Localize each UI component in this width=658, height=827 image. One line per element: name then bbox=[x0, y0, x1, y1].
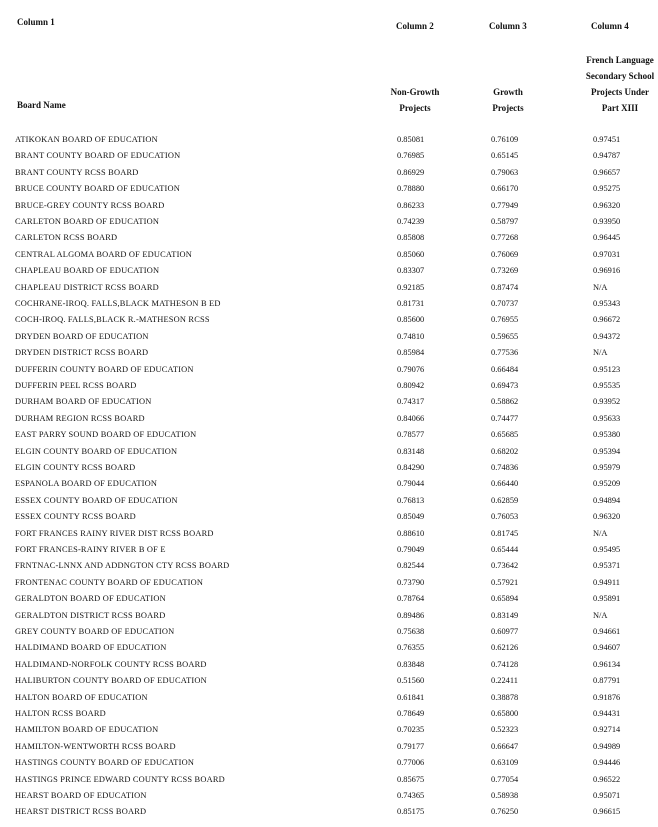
table-row bbox=[0, 427, 658, 443]
growth-cell: 0.83149 bbox=[491, 610, 519, 620]
non-growth-cell: 0.74810 bbox=[397, 331, 425, 341]
table-row bbox=[0, 624, 658, 640]
board-name-cell: DURHAM REGION RCSS BOARD bbox=[15, 413, 145, 423]
growth-cell: 0.65685 bbox=[491, 430, 519, 440]
growth-cell: 0.66440 bbox=[491, 479, 519, 489]
table-row bbox=[0, 460, 658, 476]
growth-cell: 0.60977 bbox=[491, 627, 519, 636]
french-language-cell: 0.96522 bbox=[593, 774, 621, 784]
board-name-cell: CENTRAL ALGOMA BOARD OF EDUCATION bbox=[15, 249, 193, 259]
table-row bbox=[0, 788, 658, 804]
non-growth-cell: 0.81731 bbox=[397, 299, 425, 308]
column-4-header: Column 4 bbox=[591, 21, 629, 31]
french-language-cell: 0.95979 bbox=[593, 463, 621, 472]
non-growth-cell: 0.86929 bbox=[397, 167, 425, 177]
board-name-cell: ATIKOKAN BOARD OF EDUCATION bbox=[15, 135, 158, 144]
french-language-cell: 0.93950 bbox=[593, 217, 621, 226]
board-name-cell: BRUCE COUNTY BOARD OF EDUCATION bbox=[15, 184, 181, 194]
french-language-cell: 0.95209 bbox=[593, 479, 621, 489]
non-growth-cell: 0.51560 bbox=[397, 676, 425, 686]
french-language-cell: 0.95371 bbox=[593, 561, 621, 571]
non-growth-cell: 0.75638 bbox=[397, 627, 425, 636]
board-name-cell: DUFFERIN PEEL RCSS BOARD bbox=[15, 381, 137, 390]
growth-cell: 0.58862 bbox=[491, 397, 519, 407]
french-language-cell: 0.93952 bbox=[593, 397, 621, 407]
board-name-cell: BRANT COUNTY BOARD OF EDUCATION bbox=[15, 151, 181, 161]
column-3-header: Column 3 bbox=[489, 21, 527, 31]
french-language-cell: N/A bbox=[593, 610, 608, 620]
table-row bbox=[0, 755, 658, 771]
table-row bbox=[0, 148, 658, 164]
table-row bbox=[0, 804, 658, 820]
board-name-cell: CHAPLEAU BOARD OF EDUCATION bbox=[15, 266, 160, 276]
french-language-cell: 0.96657 bbox=[593, 167, 621, 177]
table-row bbox=[0, 345, 658, 361]
french-language-cell: 0.91876 bbox=[593, 692, 621, 702]
board-name-cell: HEARST BOARD OF EDUCATION bbox=[15, 791, 147, 800]
board-name-cell: FORT FRANCES RAINY RIVER DIST RCSS BOARD bbox=[15, 528, 214, 538]
french-language-cell: 0.95275 bbox=[593, 184, 621, 194]
board-name-cell: HASTINGS PRINCE EDWARD COUNTY RCSS BOARD bbox=[15, 774, 225, 784]
growth-cell: 0.77949 bbox=[491, 200, 519, 210]
board-name-cell: FORT FRANCES-RAINY RIVER B OF E bbox=[15, 545, 166, 554]
table-row bbox=[0, 411, 658, 427]
french-language-cell: 0.95891 bbox=[593, 594, 621, 604]
table-row bbox=[0, 263, 658, 279]
non-growth-cell: 0.85675 bbox=[397, 774, 425, 784]
non-growth-cell: 0.74365 bbox=[397, 791, 425, 800]
board-name-cell: EAST PARRY SOUND BOARD OF EDUCATION bbox=[15, 430, 197, 440]
board-name-header: Board Name bbox=[17, 100, 66, 110]
board-name-cell: CARLETON BOARD OF EDUCATION bbox=[15, 217, 160, 226]
table-row bbox=[0, 690, 658, 706]
growth-cell: 0.68202 bbox=[491, 446, 519, 456]
french-language-cell: 0.95343 bbox=[593, 299, 621, 308]
growth-cell: 0.59655 bbox=[491, 331, 519, 341]
non-growth-cell: 0.74317 bbox=[397, 397, 425, 407]
non-growth-cell: 0.77006 bbox=[397, 758, 425, 768]
board-name-cell: BRUCE-GREY COUNTY RCSS BOARD bbox=[15, 200, 165, 210]
board-name-cell: COCH-IROQ. FALLS,BLACK R.-MATHESON RCSS bbox=[15, 315, 210, 325]
table-row bbox=[0, 657, 658, 673]
french-language-cell: 0.94894 bbox=[593, 495, 621, 505]
table-row bbox=[0, 706, 658, 722]
french-language-cell: 0.97451 bbox=[593, 135, 621, 144]
board-name-cell: ELGIN COUNTY RCSS BOARD bbox=[15, 463, 136, 472]
table-row bbox=[0, 181, 658, 197]
french-header-line: Part XIII bbox=[601, 103, 639, 113]
board-name-cell: HAMILTON BOARD OF EDUCATION bbox=[15, 725, 159, 735]
non-growth-cell: 0.85808 bbox=[397, 233, 425, 243]
growth-cell: 0.70737 bbox=[491, 299, 519, 308]
non-growth-cell: 0.85600 bbox=[397, 315, 425, 325]
board-name-cell: GERALDTON DISTRICT RCSS BOARD bbox=[15, 610, 166, 620]
growth-cell: 0.57921 bbox=[491, 577, 519, 587]
board-name-cell: ELGIN COUNTY BOARD OF EDUCATION bbox=[15, 446, 178, 456]
table-row bbox=[0, 673, 658, 689]
non-growth-cell: 0.86233 bbox=[397, 200, 425, 210]
french-language-cell: 0.95394 bbox=[593, 446, 621, 456]
board-name-cell: HAMILTON-WENTWORTH RCSS BOARD bbox=[15, 741, 176, 751]
non-growth-cell: 0.80942 bbox=[397, 381, 425, 390]
non-growth-cell: 0.73790 bbox=[397, 577, 425, 587]
table-row bbox=[0, 640, 658, 656]
french-language-cell: 0.94372 bbox=[593, 331, 621, 341]
growth-cell: 0.73642 bbox=[491, 561, 519, 571]
growth-header-line: Growth bbox=[493, 87, 523, 97]
table-row bbox=[0, 280, 658, 296]
board-name-cell: HALDIMAND BOARD OF EDUCATION bbox=[15, 643, 167, 653]
growth-cell: 0.65894 bbox=[491, 594, 519, 604]
french-language-cell: 0.94787 bbox=[593, 151, 621, 161]
table-row bbox=[0, 591, 658, 607]
column-2-header: Column 2 bbox=[396, 21, 434, 31]
french-header-line: Secondary School bbox=[585, 71, 655, 81]
growth-cell: 0.76053 bbox=[491, 512, 519, 522]
french-language-header bbox=[565, 52, 658, 116]
table-row bbox=[0, 230, 658, 246]
board-name-cell: HEARST DISTRICT RCSS BOARD bbox=[15, 807, 147, 817]
french-language-cell: 0.97031 bbox=[593, 249, 621, 259]
non-growth-cell: 0.61841 bbox=[397, 692, 425, 702]
growth-cell: 0.76109 bbox=[491, 135, 519, 144]
non-growth-cell: 0.76985 bbox=[397, 151, 425, 161]
french-language-cell: 0.95123 bbox=[593, 364, 621, 374]
growth-cell: 0.76955 bbox=[491, 315, 519, 325]
non-growth-cell: 0.78880 bbox=[397, 184, 425, 194]
growth-header bbox=[478, 84, 538, 116]
table-row bbox=[0, 493, 658, 509]
board-name-cell: ESSEX COUNTY BOARD OF EDUCATION bbox=[15, 495, 178, 505]
french-language-cell: 0.94989 bbox=[593, 741, 621, 751]
growth-cell: 0.38878 bbox=[491, 692, 519, 702]
french-language-cell: 0.96320 bbox=[593, 200, 621, 210]
board-name-cell: GERALDTON BOARD OF EDUCATION bbox=[15, 594, 166, 604]
board-name-cell: DRYDEN DISTRICT RCSS BOARD bbox=[15, 348, 149, 358]
table-row bbox=[0, 165, 658, 181]
table-row bbox=[0, 509, 658, 525]
table-row bbox=[0, 526, 658, 542]
growth-cell: 0.65800 bbox=[491, 709, 519, 718]
non-growth-cell: 0.83307 bbox=[397, 266, 425, 276]
french-header-line: French Language bbox=[586, 55, 654, 65]
non-growth-cell: 0.83848 bbox=[397, 659, 425, 669]
board-name-cell: HALTON RCSS BOARD bbox=[15, 709, 106, 718]
table-row bbox=[0, 132, 658, 148]
non-growth-cell: 0.83148 bbox=[397, 446, 425, 456]
growth-cell: 0.74128 bbox=[491, 659, 519, 669]
growth-cell: 0.76069 bbox=[491, 249, 519, 259]
board-name-cell: HALTON BOARD OF EDUCATION bbox=[15, 692, 148, 702]
non-growth-cell: 0.92185 bbox=[397, 282, 425, 292]
non-growth-cell: 0.78764 bbox=[397, 594, 425, 604]
board-name-cell: DURHAM BOARD OF EDUCATION bbox=[15, 397, 152, 407]
board-name-cell: BRANT COUNTY RCSS BOARD bbox=[15, 167, 139, 177]
non-growth-cell: 0.78649 bbox=[397, 709, 425, 718]
growth-cell: 0.73269 bbox=[491, 266, 519, 276]
table-row bbox=[0, 296, 658, 312]
french-language-cell: N/A bbox=[593, 282, 608, 292]
non-growth-cell: 0.79049 bbox=[397, 545, 425, 554]
table-row bbox=[0, 476, 658, 492]
french-header-line: Projects Under bbox=[590, 87, 650, 97]
french-language-cell: N/A bbox=[593, 348, 608, 358]
table-row bbox=[0, 198, 658, 214]
board-name-cell: ESSEX COUNTY RCSS BOARD bbox=[15, 512, 136, 522]
non-growth-cell: 0.82544 bbox=[397, 561, 425, 571]
french-language-cell: 0.87791 bbox=[593, 676, 621, 686]
growth-cell: 0.62859 bbox=[491, 495, 519, 505]
growth-cell: 0.81745 bbox=[491, 528, 519, 538]
table-row bbox=[0, 608, 658, 624]
board-name-cell: DRYDEN BOARD OF EDUCATION bbox=[15, 331, 149, 341]
non-growth-cell: 0.84066 bbox=[397, 413, 425, 423]
growth-cell: 0.74836 bbox=[491, 463, 519, 472]
growth-cell: 0.22411 bbox=[491, 676, 518, 686]
non-growth-cell: 0.85984 bbox=[397, 348, 425, 358]
french-language-cell: 0.94661 bbox=[593, 627, 621, 636]
french-language-cell: 0.92714 bbox=[593, 725, 621, 735]
french-language-cell: 0.96672 bbox=[593, 315, 621, 325]
french-language-cell: 0.96445 bbox=[593, 233, 621, 243]
growth-cell: 0.65145 bbox=[491, 151, 519, 161]
board-name-cell: COCHRANE-IROQ. FALLS,BLACK MATHESON B ED bbox=[15, 299, 221, 308]
non-growth-header-line: Projects bbox=[399, 103, 431, 113]
non-growth-cell: 0.78577 bbox=[397, 430, 425, 440]
board-name-cell: DUFFERIN COUNTY BOARD OF EDUCATION bbox=[15, 364, 194, 374]
non-growth-cell: 0.76813 bbox=[397, 495, 425, 505]
table-row bbox=[0, 558, 658, 574]
french-language-cell: 0.95633 bbox=[593, 413, 621, 423]
table-row bbox=[0, 247, 658, 263]
growth-cell: 0.65444 bbox=[491, 545, 519, 554]
growth-header-line: Projects bbox=[492, 103, 524, 113]
french-language-cell: 0.95380 bbox=[593, 430, 621, 440]
table-row bbox=[0, 772, 658, 788]
table-row bbox=[0, 312, 658, 328]
growth-cell: 0.74477 bbox=[491, 413, 519, 423]
growth-cell: 0.77536 bbox=[491, 348, 519, 358]
french-language-cell: 0.96320 bbox=[593, 512, 621, 522]
french-language-cell: 0.96916 bbox=[593, 266, 621, 276]
growth-cell: 0.69473 bbox=[491, 381, 519, 390]
board-name-cell: FRONTENAC COUNTY BOARD OF EDUCATION bbox=[15, 577, 204, 587]
growth-cell: 0.63109 bbox=[491, 758, 519, 768]
non-growth-cell: 0.70235 bbox=[397, 725, 425, 735]
french-language-cell: 0.96615 bbox=[593, 807, 621, 817]
board-name-cell: CHAPLEAU DISTRICT RCSS BOARD bbox=[15, 282, 159, 292]
table-row bbox=[0, 362, 658, 378]
board-name-cell: CARLETON RCSS BOARD bbox=[15, 233, 118, 243]
french-language-cell: 0.94446 bbox=[593, 758, 621, 768]
non-growth-cell: 0.85049 bbox=[397, 512, 425, 522]
growth-cell: 0.66647 bbox=[491, 741, 519, 751]
board-name-cell: GREY COUNTY BOARD OF EDUCATION bbox=[15, 627, 175, 636]
non-growth-cell: 0.89486 bbox=[397, 610, 425, 620]
non-growth-cell: 0.79177 bbox=[397, 741, 425, 751]
table-row bbox=[0, 394, 658, 410]
non-growth-cell: 0.85081 bbox=[397, 135, 425, 144]
growth-cell: 0.52323 bbox=[491, 725, 519, 735]
french-language-cell: N/A bbox=[593, 528, 608, 538]
non-growth-cell: 0.85175 bbox=[397, 807, 425, 817]
board-name-cell: HASTINGS COUNTY BOARD OF EDUCATION bbox=[15, 758, 195, 768]
table-row bbox=[0, 444, 658, 460]
growth-cell: 0.77054 bbox=[491, 774, 519, 784]
table-row bbox=[0, 214, 658, 230]
french-language-cell: 0.95495 bbox=[593, 545, 621, 554]
board-name-cell: FRNTNAC-LNNX AND ADDNGTON CTY RCSS BOARD bbox=[15, 561, 230, 571]
french-language-cell: 0.94911 bbox=[593, 577, 620, 587]
growth-cell: 0.66170 bbox=[491, 184, 519, 194]
growth-cell: 0.87474 bbox=[491, 282, 519, 292]
table-row bbox=[0, 329, 658, 345]
growth-cell: 0.66484 bbox=[491, 364, 519, 374]
french-language-cell: 0.96134 bbox=[593, 659, 621, 669]
french-language-cell: 0.95071 bbox=[593, 791, 621, 800]
table-row bbox=[0, 575, 658, 591]
board-name-cell: HALIBURTON COUNTY BOARD OF EDUCATION bbox=[15, 676, 207, 686]
non-growth-header-line: Non-Growth bbox=[390, 87, 440, 97]
french-language-cell: 0.94607 bbox=[593, 643, 621, 653]
non-growth-header bbox=[380, 84, 450, 116]
board-name-cell: HALDIMAND-NORFOLK COUNTY RCSS BOARD bbox=[15, 659, 207, 669]
growth-cell: 0.79063 bbox=[491, 167, 519, 177]
growth-cell: 0.77268 bbox=[491, 233, 519, 243]
growth-cell: 0.62126 bbox=[491, 643, 519, 653]
french-language-cell: 0.94431 bbox=[593, 709, 621, 718]
non-growth-cell: 0.85060 bbox=[397, 249, 425, 259]
non-growth-cell: 0.88610 bbox=[397, 528, 425, 538]
growth-cell: 0.58938 bbox=[491, 791, 519, 800]
board-name-cell: ESPANOLA BOARD OF EDUCATION bbox=[15, 479, 158, 489]
table-row bbox=[0, 739, 658, 755]
table-row bbox=[0, 542, 658, 558]
growth-cell: 0.58797 bbox=[491, 217, 519, 226]
growth-cell: 0.76250 bbox=[491, 807, 519, 817]
non-growth-cell: 0.84290 bbox=[397, 463, 425, 472]
non-growth-cell: 0.79076 bbox=[397, 364, 425, 374]
non-growth-cell: 0.74239 bbox=[397, 217, 425, 226]
table-row bbox=[0, 722, 658, 738]
table-row bbox=[0, 378, 658, 394]
column-1-header: Column 1 bbox=[17, 17, 55, 27]
non-growth-cell: 0.79044 bbox=[397, 479, 425, 489]
french-language-cell: 0.95535 bbox=[593, 381, 621, 390]
non-growth-cell: 0.76355 bbox=[397, 643, 425, 653]
